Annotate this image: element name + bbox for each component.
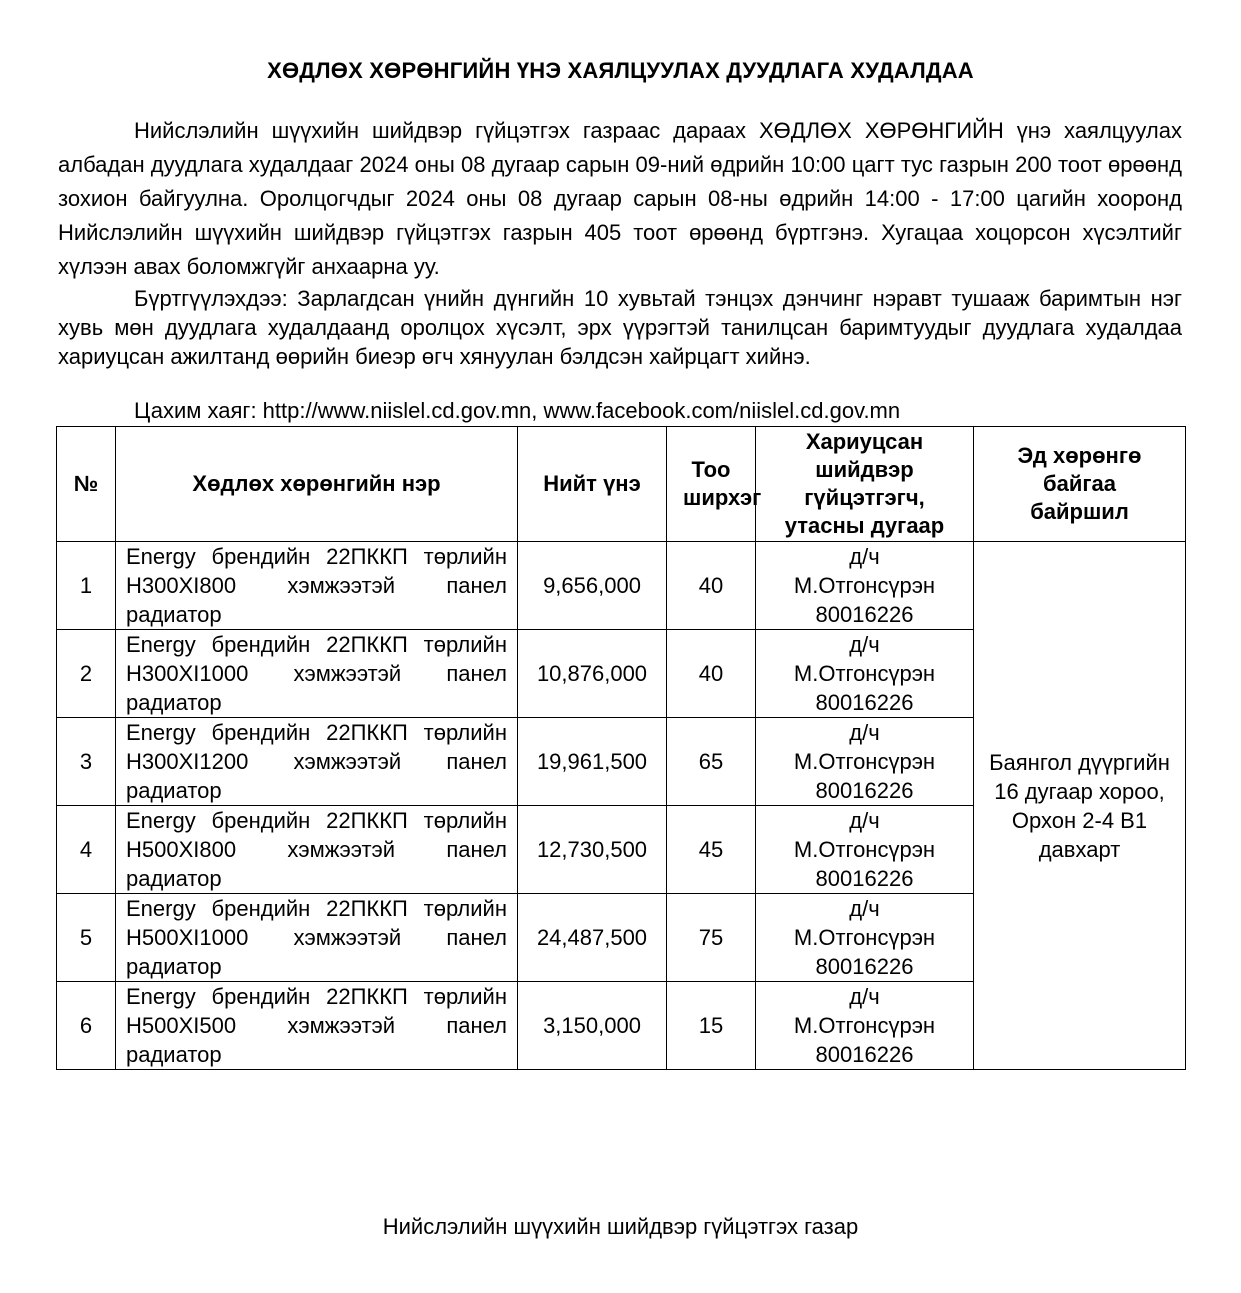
row-name: Energy брендийн 22ПККП төрлийн H500XI1000 хэмжээтэй панел радиатор xyxy=(116,894,518,982)
header-price: Нийт үнэ xyxy=(518,427,667,542)
row-qty: 40 xyxy=(667,630,756,718)
row-no: 1 xyxy=(57,542,116,630)
row-price: 9,656,000 xyxy=(518,542,667,630)
row-qty: 15 xyxy=(667,982,756,1070)
web-address-paragraph: Цахим хаяг: http://www.niislel.cd.gov.mn, www.facebook.com/niislel.cd.gov.mn xyxy=(134,398,901,423)
header-location: Эд хөрөнгө байгаа байршил xyxy=(974,427,1186,542)
header-qty: Тоо ширхэг xyxy=(667,427,756,542)
asset-location: Баянгол дүүргийн 16 дугаар хороо, Орхон 2-4 B1 давхарт xyxy=(974,542,1186,1070)
document-title: ХӨДЛӨХ ХӨРӨНГИЙН ҮНЭ ХАЯЛЦУУЛАХ ДУУДЛАГА ХУДАЛДАА xyxy=(267,58,974,83)
row-name: Energy брендийн 22ПККП төрлийн H500XI800 хэмжээтэй панел радиатор xyxy=(116,806,518,894)
row-name: Energy брендийн 22ПККП төрлийн H300XI1000 хэмжээтэй панел радиатор xyxy=(116,630,518,718)
row-officer: д/ч М.Отгонсүрэн 80016226 xyxy=(756,630,974,718)
row-name: Energy брендийн 22ПККП төрлийн H300XI800 хэмжээтэй панел радиатор xyxy=(116,542,518,630)
row-no: 5 xyxy=(57,894,116,982)
announcement-paragraph: Нийслэлийн шүүхийн шийдвэр гүйцэтгэх газраас дараах ХӨДЛӨХ ХӨРӨНГИЙН үнэ хаялцуулах албадан дуудлага худалдааг 2024 оны 08 дугаар сарын 09-ний өдрийн 10:00 цагт тус газрын 200 тоот өрөөнд зохион байгуулна. Оролцогчдыг 2024 оны 08 дугаар сарын 08-ны өдрийн 14:00 - 17:00 цагийн хооронд Нийслэлийн шүүхийн шийдвэр гүйцэтгэх газрын 405 тоот өрөөнд бүртгэнэ. Хугацаа хоцорсон хүсэлтийг хүлээн авах боломжгүйг анхаарна уу. xyxy=(58,118,1182,279)
row-no: 4 xyxy=(57,806,116,894)
issuing-organization: Нийслэлийн шүүхийн шийдвэр гүйцэтгэх газар xyxy=(382,1214,859,1239)
header-officer: Хариуцсан шийдвэр гүйцэтгэгч, утасны дугаар xyxy=(756,427,974,542)
row-officer: д/ч М.Отгонсүрэн 80016226 xyxy=(756,982,974,1070)
row-price: 19,961,500 xyxy=(518,718,667,806)
row-name: Energy брендийн 22ПККП төрлийн H500XI500 хэмжээтэй панел радиатор xyxy=(116,982,518,1070)
row-no: 6 xyxy=(57,982,116,1070)
registration-paragraph: Бүртгүүлэхдээ: Зарлагдсан үнийн дүнгийн 10 хувьтай тэнцэх дэнчинг нэравт тушааж баримтын нэг хувь мөн дуудлага худалдаанд оролцох хүсэлт, эрх үүрэгтэй танилцсан баримтуудыг дуудлага худалдаа хариуцсан ажилтанд өөрийн биеэр өгч хянуулан бэлдсэн хайрцагт хийнэ. xyxy=(58,286,1182,369)
row-price: 3,150,000 xyxy=(518,982,667,1070)
row-price: 12,730,500 xyxy=(518,806,667,894)
row-officer: д/ч М.Отгонсүрэн 80016226 xyxy=(756,718,974,806)
table-header-row xyxy=(57,427,1186,542)
row-qty: 40 xyxy=(667,542,756,630)
row-qty: 45 xyxy=(667,806,756,894)
row-officer: д/ч М.Отгонсүрэн 80016226 xyxy=(756,542,974,630)
row-qty: 75 xyxy=(667,894,756,982)
header-name: Хөдлөх хөрөнгийн нэр xyxy=(116,427,518,542)
asset-table xyxy=(56,426,1186,1070)
row-price: 24,487,500 xyxy=(518,894,667,982)
row-price: 10,876,000 xyxy=(518,630,667,718)
table-row xyxy=(57,542,1186,630)
row-no: 3 xyxy=(57,718,116,806)
row-qty: 65 xyxy=(667,718,756,806)
row-officer: д/ч М.Отгонсүрэн 80016226 xyxy=(756,894,974,982)
row-name: Energy брендийн 22ПККП төрлийн H300XI1200 хэмжээтэй панел радиатор xyxy=(116,718,518,806)
header-no: № xyxy=(57,427,116,542)
row-officer: д/ч М.Отгонсүрэн 80016226 xyxy=(756,806,974,894)
row-no: 2 xyxy=(57,630,116,718)
